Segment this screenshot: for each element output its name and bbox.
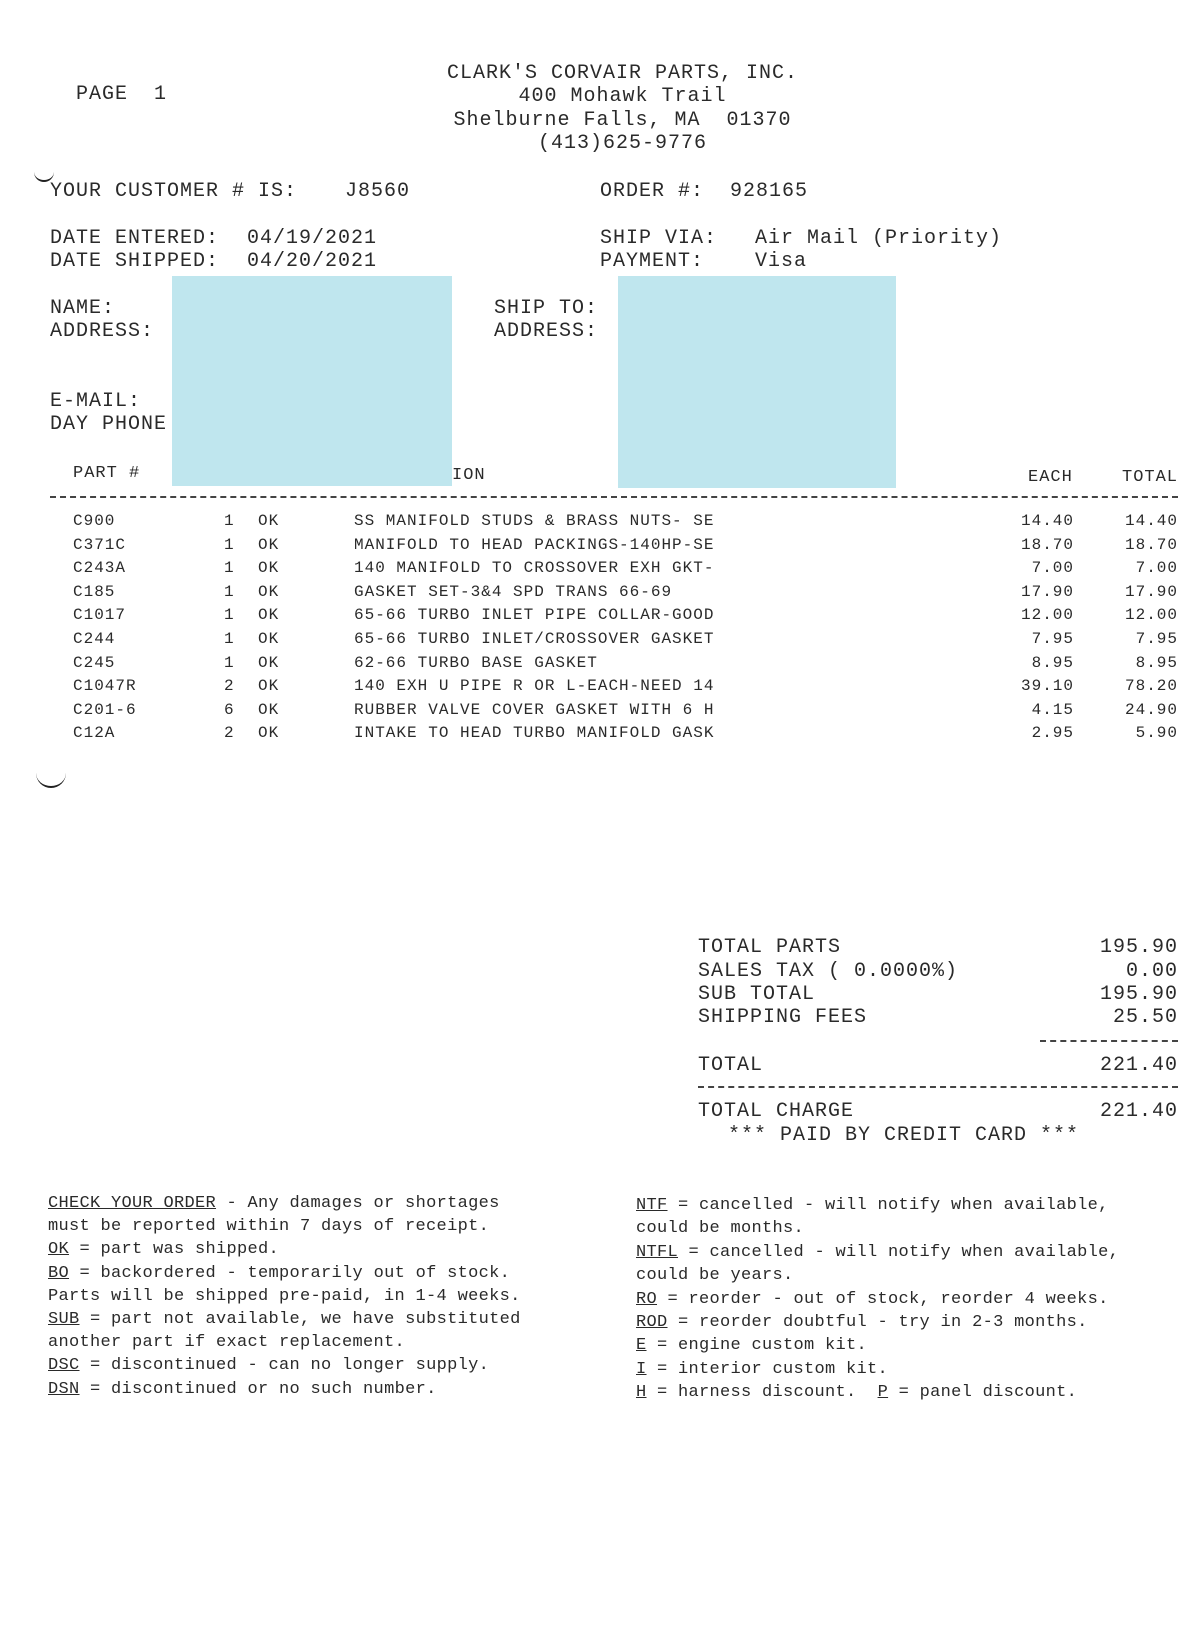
legend-text: must be reported within 7 days of receipt. — [48, 1217, 490, 1237]
line-total: 12.00 — [1124, 606, 1178, 625]
table-row — [0, 535, 1178, 560]
legend-code: OK — [48, 1240, 70, 1260]
quantity: 1 — [224, 606, 235, 625]
table-row — [0, 606, 1178, 630]
payment-method: Visa — [755, 250, 808, 273]
unit-price: 39.10 — [1020, 677, 1074, 696]
date-shipped-label: DATE SHIPPED: — [50, 250, 220, 273]
legend-text: = interior custom kit. — [646, 1359, 889, 1379]
legend-line — [636, 1266, 794, 1285]
ship-via: Air Mail (Priority) — [755, 227, 1003, 250]
description: GASKET SET-3&4 SPD TRANS 66-69 — [354, 582, 673, 601]
status-code: OK — [258, 677, 280, 696]
part-number: C12A — [73, 724, 116, 743]
quantity: 1 — [224, 535, 235, 554]
quantity: 6 — [224, 700, 235, 719]
order-number-label: ORDER #: — [600, 180, 705, 203]
redaction-sticker-left — [172, 276, 452, 486]
legend-line — [48, 1264, 510, 1283]
total-charge-label: TOTAL CHARGE — [698, 1100, 855, 1123]
status-code: OK — [258, 724, 280, 743]
legend-line — [48, 1380, 437, 1399]
legend-line — [48, 1217, 489, 1236]
sub-total-label: SUB TOTAL — [698, 983, 816, 1006]
description: 140 EXH U PIPE R OR L-EACH-NEED 14 — [354, 677, 715, 696]
unit-price: 2.95 — [1031, 724, 1074, 743]
legend-line — [48, 1333, 405, 1352]
email-label: E-MAIL: — [50, 390, 142, 413]
table-row — [0, 582, 1178, 607]
legend-line — [636, 1383, 1077, 1402]
legend-line — [48, 1194, 500, 1213]
legend-text: = backordered - temporarily out of stock. — [69, 1263, 511, 1283]
legend-line — [636, 1196, 1109, 1215]
company-name: CLARK'S CORVAIR PARTS, INC. — [446, 62, 799, 85]
unit-price: 7.95 — [1031, 630, 1074, 648]
status-code: OK — [258, 653, 280, 672]
legend-text: = reorder - out of stock, reorder 4 weeks. — [657, 1289, 1109, 1309]
page-number: 1 — [154, 83, 168, 106]
legend-text: = part was shipped. — [69, 1240, 280, 1260]
legend-text: could be months. — [636, 1219, 805, 1239]
table-row — [0, 724, 1178, 748]
ship-to-address-label: ADDRESS: — [494, 320, 599, 343]
line-total: 5.90 — [1135, 724, 1178, 743]
legend-line — [48, 1356, 489, 1375]
punch-mark — [36, 770, 66, 788]
order-number: 928165 — [730, 180, 809, 203]
part-number: C371C — [73, 535, 127, 554]
redaction-sticker-right — [618, 276, 896, 488]
col-header-part: PART # — [73, 464, 141, 483]
part-number: C201-6 — [73, 700, 137, 719]
description: RUBBER VALVE COVER GASKET WITH 6 H — [354, 700, 715, 719]
legend-line — [636, 1290, 1109, 1309]
legend-text: = harness discount. — [646, 1383, 878, 1403]
legend-code: RO — [636, 1289, 658, 1309]
table-row — [0, 512, 1178, 536]
legend-line — [636, 1360, 888, 1379]
legend-text: another part if exact replacement. — [48, 1333, 406, 1353]
shipping-fees-label: SHIPPING FEES — [698, 1006, 868, 1029]
status-code: OK — [258, 630, 280, 648]
line-total: 8.95 — [1135, 653, 1178, 672]
ship-via-label: SHIP VIA: — [600, 227, 718, 250]
shipping-fees-value: 25.50 — [1112, 1006, 1178, 1029]
legend-code: BO — [48, 1263, 70, 1283]
status-code: OK — [258, 559, 280, 578]
unit-price: 17.90 — [1020, 582, 1074, 601]
table-row — [0, 653, 1178, 678]
table-row — [0, 700, 1178, 725]
legend-code: E — [636, 1336, 647, 1356]
line-total: 7.00 — [1135, 559, 1178, 578]
total-value: 221.40 — [1099, 1054, 1178, 1077]
address-label: ADDRESS: — [50, 320, 155, 343]
line-total: 17.90 — [1124, 582, 1178, 601]
description: INTAKE TO HEAD TURBO MANIFOLD GASK — [354, 724, 715, 743]
unit-price: 8.95 — [1031, 653, 1074, 672]
legend-code: CHECK YOUR ORDER — [48, 1194, 217, 1213]
total-divider — [698, 1086, 1178, 1088]
legend-code: DSC — [48, 1356, 80, 1376]
date-shipped: 04/20/2021 — [247, 250, 378, 273]
total-parts-label: TOTAL PARTS — [698, 936, 842, 959]
description: 65-66 TURBO INLET PIPE COLLAR-GOOD — [354, 606, 715, 625]
unit-price: 14.40 — [1020, 512, 1074, 530]
quantity: 1 — [224, 582, 235, 601]
subtotal-divider — [1040, 1040, 1178, 1042]
table-row — [0, 630, 1178, 654]
total-parts-value: 195.90 — [1099, 936, 1178, 959]
line-total: 18.70 — [1124, 535, 1178, 554]
part-number: C1047R — [73, 677, 137, 696]
description: SS MANIFOLD STUDS & BRASS NUTS- SE — [354, 512, 715, 530]
unit-price: 4.15 — [1031, 700, 1074, 719]
status-code: OK — [258, 700, 280, 719]
quantity: 1 — [224, 512, 235, 530]
legend-code: H — [636, 1383, 647, 1403]
quantity: 1 — [224, 653, 235, 672]
legend-code: NTFL — [636, 1242, 679, 1262]
status-code: OK — [258, 512, 280, 530]
legend-code: I — [636, 1359, 647, 1379]
legend-line — [636, 1243, 1119, 1262]
total-charge-value: 221.40 — [1099, 1100, 1178, 1123]
sales-tax-value: 0.00 — [1125, 960, 1178, 983]
payment-label: PAYMENT: — [600, 250, 705, 273]
part-number: C1017 — [73, 606, 127, 625]
legend-code: NTF — [636, 1196, 668, 1215]
legend-text: = engine custom kit. — [646, 1336, 868, 1356]
legend-line — [48, 1310, 521, 1329]
col-header-total: TOTAL — [1122, 468, 1179, 487]
legend-text: = discontinued or no such number. — [79, 1379, 437, 1399]
col-header-each: EACH — [1028, 468, 1073, 487]
legend-text: = part not available, we have substituted — [79, 1310, 521, 1329]
status-code: OK — [258, 535, 280, 554]
part-number: C900 — [73, 512, 116, 530]
unit-price: 12.00 — [1020, 606, 1074, 625]
unit-price: 18.70 — [1020, 535, 1074, 554]
legend-code: SUB — [48, 1310, 80, 1329]
quantity: 1 — [224, 630, 235, 648]
legend-code: ROD — [636, 1313, 668, 1332]
date-entered-label: DATE ENTERED: — [50, 227, 220, 250]
sub-total-value: 195.90 — [1099, 983, 1178, 1006]
legend-code: DSN — [48, 1379, 80, 1399]
line-total: 78.20 — [1124, 677, 1178, 696]
legend-line — [636, 1313, 1088, 1332]
status-code: OK — [258, 582, 280, 601]
company-phone: (413)625-9776 — [537, 132, 708, 155]
status-code: OK — [258, 606, 280, 625]
col-header-description: ION — [452, 466, 486, 485]
legend-text: - Any damages or shortages — [216, 1194, 500, 1213]
description: 140 MANIFOLD TO CROSSOVER EXH GKT- — [354, 559, 715, 578]
description: 62-66 TURBO BASE GASKET — [354, 653, 598, 672]
part-number: C243A — [73, 559, 127, 578]
company-street: 400 Mohawk Trail — [518, 85, 727, 108]
legend-line — [48, 1287, 521, 1306]
customer-number-label: YOUR CUSTOMER # IS: — [50, 180, 298, 203]
ship-to-label: SHIP TO: — [494, 297, 599, 320]
line-total: 7.95 — [1135, 630, 1178, 648]
quantity: 2 — [224, 677, 235, 696]
legend-code: P — [877, 1383, 889, 1403]
table-header-divider — [50, 496, 1178, 498]
legend-line — [636, 1336, 867, 1355]
company-city: Shelburne Falls, MA 01370 — [453, 109, 792, 132]
legend-line — [48, 1240, 279, 1259]
name-label: NAME: — [50, 297, 116, 320]
part-number: C244 — [73, 630, 116, 648]
paid-note: *** PAID BY CREDIT CARD *** — [728, 1124, 1080, 1147]
legend-text: = cancelled - will notify when available, — [678, 1242, 1120, 1262]
quantity: 1 — [224, 559, 235, 578]
legend-text: = panel discount. — [888, 1383, 1078, 1403]
table-row — [0, 677, 1178, 701]
description: MANIFOLD TO HEAD PACKINGS-140HP-SE — [354, 535, 715, 554]
line-total: 14.40 — [1124, 512, 1178, 530]
table-row — [0, 559, 1178, 583]
description: 65-66 TURBO INLET/CROSSOVER GASKET — [354, 630, 715, 648]
legend-text: = cancelled - will notify when available, — [667, 1196, 1109, 1215]
sales-tax-label: SALES TAX ( 0.0000%) — [698, 960, 959, 983]
legend-line — [636, 1219, 804, 1238]
legend-text: Parts will be shipped pre-paid, in 1-4 weeks. — [48, 1286, 521, 1306]
legend-text: = discontinued - can no longer supply. — [79, 1356, 490, 1376]
part-number: C185 — [73, 582, 116, 601]
day-phone-label: DAY PHONE — [50, 413, 168, 436]
legend-text: could be years. — [636, 1266, 794, 1286]
quantity: 2 — [224, 724, 235, 743]
customer-number: J8560 — [345, 180, 411, 203]
legend-text: = reorder doubtful - try in 2-3 months. — [667, 1313, 1088, 1332]
total-label: TOTAL — [698, 1054, 764, 1077]
unit-price: 7.00 — [1031, 559, 1074, 578]
page-label: PAGE 1 — [76, 83, 168, 106]
line-total: 24.90 — [1124, 700, 1178, 719]
part-number: C245 — [73, 653, 116, 672]
date-entered: 04/19/2021 — [247, 227, 378, 250]
